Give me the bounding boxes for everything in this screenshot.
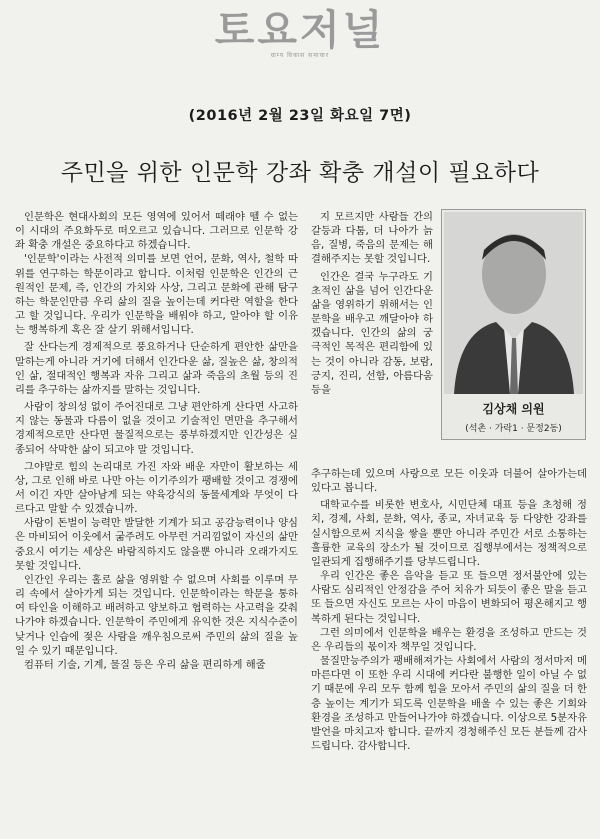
paragraph: 우리 인간은 좋은 음악을 듣고 또 들으면 정서불안에 있는 사람도 심리적인 안정감을 주어 치유가 되듯이 좋은 말을 듣고 또 들으면 자신도 모르는 사이 마음이 변화되어 평온해지고 행복하게 된다는 것입니다.: [311, 570, 587, 625]
paragraph: 컴퓨터 기술, 기계, 물질 등은 우리 삶을 편리하게 해줄: [24, 658, 266, 671]
article-column-left: [15, 210, 298, 672]
paragraph: 인간은 결국 누구라도 기초적인 삶을 넘어 인간다운 삶을 영위하기 위해서는 인문학을 배우고 깨달아야 하겠습니다. 인간의 삶의 궁극적인 목적은 편리함에 있는 것이 아니라 감동, 보람, 긍지, 진리, 선함, 아름다움 등을: [311, 270, 433, 396]
article-column-right-top: [311, 210, 433, 397]
newspaper-logo: 토요저널: [214, 6, 386, 54]
masthead: [0, 8, 600, 60]
paragraph: 인간인 우리는 홀로 삶을 영위할 수 없으며 사회를 이루며 무리 속에서 살아가게 되는 것입니다. 인문학이라는 학문을 통하여 타인을 이해하고 배려하고 양보하고 협력하는 사고력을 갖춰나가야 하겠습니다. 인문학이 주민에게 유익한 것은 지식수준이 낮거나 인습에 젖은 사람을 깨우침으로써 주민의 삶의 질을 높일 수 있기 때문입니다.: [15, 573, 298, 657]
article-headline: 주민을 위한 인문학 강좌 확충 개설이 필요하다: [60, 160, 540, 186]
person-silhouette-icon: [444, 212, 583, 394]
paragraph: 사람이 돈벌이 능력만 발달한 기계가 되고 공감능력이나 양심은 마비되어 이웃에서 굶주려도 아무런 거리낌없이 자신의 삶만 중요시 여기는 세상은 바람직하지도 않을뿐 아니라 오래가지도 못할 것입니다.: [15, 517, 298, 572]
paragraph: 그런 의미에서 인문학을 배우는 환경을 조성하고 만드는 것은 우리들의 몫이자 책무일 것입니다.: [311, 626, 587, 653]
portrait-image: [444, 212, 583, 394]
paragraph: 지 모르지만 사람들 간의 갈등과 다툼, 더 나아가 늙음, 질병, 죽음의 문제는 해결해주지는 못할 것입니다.: [311, 211, 433, 266]
article-column-right-bottom: [311, 467, 587, 753]
photo-caption-district: (석촌 · 가락1 · 문정2동): [465, 424, 562, 434]
paragraph: 사람이 창의성 없이 주어진대로 그냥 편안하게 산다면 사고하지 않는 동물과 다름이 없을 것이고 기술적인 면만을 추구해서 경제적으로만 산다면 물질적으로는 풍부하겠지만 인간성은 실종되어 삭막한 삶이 되고야 말 것입니다.: [15, 401, 298, 456]
paragraph: 추구하는데 있으며 사랑으로 모든 이웃과 더불어 살아가는데 있다고 봅니다.: [311, 468, 587, 495]
portrait-photo: [441, 209, 586, 440]
publication-date: (2016년 2월 23일 화요일 7면): [188, 108, 412, 124]
paragraph: 잘 산다는게 경제적으로 풍요하거나 단순하게 편안한 삶만을 말하는게 아니라 거기에 더해서 인간다운 삶, 질높은 삶, 창의적인 삶, 절대적인 행복과 자유 그리고 삶과 죽음의 초월 등의 진리를 추구하는 삶까지를 말하는 것입니다.: [15, 341, 298, 396]
photo-caption-name: 김상채 의원: [482, 402, 545, 416]
paragraph: 대학교수를 비롯한 변호사, 시민단체 대표 등을 초청해 정치, 경제, 사회, 문화, 역사, 종교, 자녀교육 등 다양한 강좌를 실시함으로써 지식을 쌓을 뿐만 아니라 주민간 서로 소통하는 훌륭한 교육의 장소가 될 것이므로 집행부에서는 정책적으로 일관되게 집행해주기를 당부드립니다.: [311, 499, 587, 568]
paragraph: '인문학'이라는 사전적 의미를 보면 언어, 문화, 역사, 철학 따위를 연구하는 학문이라고 합니다. 이처럼 인문학은 인간의 근원적인 문제, 즉, 인간의 가치와 사상, 그리고 문화에 관해 탐구하는 학문인만큼 우리 삶의 질을 높이는데 커다란 역할을 한다고 할 것입니다. 우리가 인문학을 배워야 하고, 알아야 할 이유는 행복하게 혹은 잘 살기 위해서입니다.: [15, 253, 298, 337]
logo-tagline: ग्राम्य विकास समाचार: [270, 52, 330, 59]
paragraph: 인문학은 현대사회의 모든 영역에 있어서 떼래야 뗄 수 없는 이 시대의 주요화두로 떠오르고 있습니다. 그러므로 인문학 강좌 확충 개설은 중요하다고 하겠습니다.: [15, 211, 298, 252]
paragraph: 그야말로 힘의 논리대로 가진 자와 배운 자만이 활보하는 세상, 그로 인해 바로 나만 아는 이기주의가 팽배할 것이고 경쟁에서 이긴 자만 살아남게 되는 약육강식의 동물세계와 무엇이 다르다고 말할 수 있겠습니까.: [15, 460, 298, 516]
paragraph: 물질만능주의가 팽배해져가는 사회에서 사람의 정서마저 메마른다면 이 또한 우리 시대에 커다란 불행한 일이 아닐 수 없기 때문에 우리 모두 함께 힘을 모아서 주민의 삶의 질을 더 한층 높이는 계기가 되도록 인문학을 배울 수 있는 좋은 기회와 환경을 조성하고 만들어나가야 하겠습니다. 이상으로 5분자유발언을 마치고자 합니다. 끝까지 경청해주신 모든 분들께 감사드립니다. 감사합니다.: [311, 655, 587, 752]
